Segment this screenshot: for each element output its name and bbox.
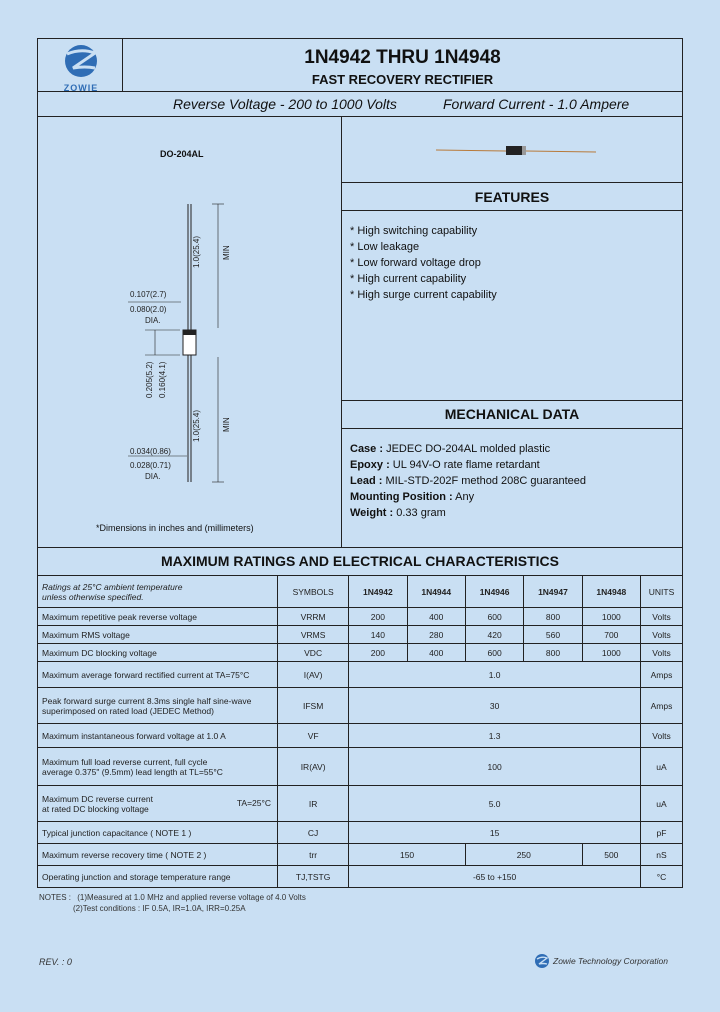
table-row [38, 662, 683, 688]
feature-text: High current capability [357, 273, 467, 285]
feature-text: Low forward voltage drop [357, 257, 481, 269]
dim-lead-length-bottom-min: MIN [222, 417, 231, 432]
feature-item: * High current capability [350, 273, 467, 285]
ratings-heading: MAXIMUM RATINGS AND ELECTRICAL CHARACTERISTICS [161, 553, 559, 569]
param-cell: Operating junction and storage temperature range [38, 866, 278, 888]
dim-body-dia-max: 0.107(2.7) [130, 290, 167, 299]
value-cell: 15 [349, 822, 641, 844]
mech-weight [350, 505, 586, 521]
value-cell: 500 [582, 844, 640, 866]
param-line: Maximum DC reverse current [42, 793, 153, 804]
col-header-part: 1N4942 [349, 576, 407, 608]
forward-current-spec: Forward Current - 1.0 Ampere [443, 96, 630, 112]
diode-illustration [436, 140, 596, 160]
param-line: at rated DC blocking voltage [42, 803, 149, 814]
value-cell: 1000 [582, 608, 640, 626]
param-cell [38, 748, 278, 786]
symbol-cell: IR [278, 786, 349, 822]
conditions-line: unless otherwise specified. [42, 591, 144, 602]
mech-lead [350, 473, 586, 489]
unit-cell: pF [641, 822, 683, 844]
value-cell: 100 [349, 748, 641, 786]
unit-cell: uA [641, 786, 683, 822]
logo-text: ZOWIE [63, 83, 99, 93]
mech-value: MIL-STD-202F method 208C guaranteed [385, 475, 587, 487]
table-row [38, 688, 683, 724]
unit-cell: nS [641, 844, 683, 866]
mech-value: Any [455, 491, 475, 503]
col-header-part: 1N4948 [582, 576, 640, 608]
note-2: (2)Test conditions : IF 0.5A, IR=1.0A, IRR=0.25A [73, 904, 246, 913]
value-cell: 150 [349, 844, 466, 866]
divider [341, 116, 342, 547]
value-cell: 1000 [582, 644, 640, 662]
value-cell: 140 [349, 626, 407, 644]
footer-logo-icon [534, 953, 550, 974]
param-cell: Maximum average forward rectified current at TA=75°C [38, 662, 278, 688]
value-cell: 600 [465, 608, 523, 626]
symbol-cell: IR(AV) [278, 748, 349, 786]
symbol-cell: CJ [278, 822, 349, 844]
divider [341, 400, 683, 401]
page-subtitle: FAST RECOVERY RECTIFIER [311, 72, 494, 87]
divider [37, 116, 683, 117]
reverse-voltage-spec: Reverse Voltage - 200 to 1000 Volts [173, 96, 397, 112]
unit-cell: Volts [641, 626, 683, 644]
value-cell: -65 to +150 [349, 866, 641, 888]
table-row [38, 844, 683, 866]
table-row [38, 822, 683, 844]
table-row [38, 724, 683, 748]
mech-case [350, 441, 586, 457]
value-cell: 420 [465, 626, 523, 644]
dim-lead-length-top: 1.0(25.4) [192, 235, 201, 268]
unit-cell: uA [641, 748, 683, 786]
divider [37, 91, 683, 92]
feature-text: High surge current capability [357, 289, 497, 301]
mech-value: JEDEC DO-204AL molded plastic [386, 443, 551, 455]
value-cell: 560 [524, 626, 582, 644]
mech-value: 0.33 gram [396, 507, 446, 519]
notes [39, 893, 306, 902]
param-line: superimposed on rated load (JEDEC Method) [42, 705, 214, 716]
symbol-cell: TJ,TSTG [278, 866, 349, 888]
dim-body-dia-label: DIA. [145, 316, 161, 325]
param-line: Maximum full load reverse current, full cycle [42, 756, 208, 767]
divider [341, 182, 683, 183]
mech-label: Case : [350, 443, 384, 455]
param-cell: Maximum repetitive peak reverse voltage [38, 608, 278, 626]
unit-cell: Volts [641, 724, 683, 748]
symbol-cell: I(AV) [278, 662, 349, 688]
feature-item: * Low leakage [350, 241, 420, 253]
value-cell: 400 [407, 608, 465, 626]
param-cell [38, 688, 278, 724]
dim-lead-length-top-min: MIN [222, 245, 231, 260]
note-1: (1)Measured at 1.0 MHz and applied reverse voltage of 4.0 Volts [77, 893, 306, 902]
symbol-cell: IFSM [278, 688, 349, 724]
mechanical-data [350, 441, 586, 521]
unit-cell: Volts [641, 644, 683, 662]
mech-label: Epoxy : [350, 459, 390, 471]
table-header-row [38, 576, 683, 608]
value-cell: 200 [349, 644, 407, 662]
value-cell: 250 [465, 844, 582, 866]
value-cell: 5.0 [349, 786, 641, 822]
dim-lead-dia-max: 0.034(0.86) [130, 447, 171, 456]
dim-body-dia-min: 0.080(2.0) [130, 305, 167, 314]
mechanical-heading: MECHANICAL DATA [444, 406, 580, 422]
unit-cell: °C [641, 866, 683, 888]
dimensions-note: *Dimensions in inches and (millimeters) [96, 523, 254, 533]
value-cell: 1.3 [349, 724, 641, 748]
zowie-logo-icon [55, 44, 107, 78]
company-name: Zowie Technology Corporation [553, 956, 668, 966]
table-row [38, 626, 683, 644]
table-row [38, 866, 683, 888]
value-cell: 1.0 [349, 662, 641, 688]
symbol-cell: trr [278, 844, 349, 866]
col-header-symbols: SYMBOLS [278, 576, 349, 608]
company-logo [55, 44, 107, 93]
divider [37, 547, 683, 548]
mech-mounting [350, 489, 586, 505]
symbol-cell: VF [278, 724, 349, 748]
value-cell: 30 [349, 688, 641, 724]
table-row [38, 608, 683, 626]
mech-epoxy [350, 457, 586, 473]
value-cell: 800 [524, 608, 582, 626]
symbol-cell: VRMS [278, 626, 349, 644]
dim-body-length-max: 0.205(5.2) [145, 361, 154, 398]
table-row [38, 748, 683, 786]
notes-label: NOTES : [39, 893, 72, 902]
conditions-line: Ratings at 25°C ambient temperature [42, 581, 183, 592]
value-cell: 280 [407, 626, 465, 644]
value-cell: 800 [524, 644, 582, 662]
unit-cell: Amps [641, 662, 683, 688]
feature-item: * High switching capability [350, 225, 478, 237]
col-header-part: 1N4946 [465, 576, 523, 608]
table-row [38, 644, 683, 662]
dim-lead-dia-min: 0.028(0.71) [130, 461, 171, 470]
mech-label: Lead : [350, 475, 383, 487]
symbol-cell: VRRM [278, 608, 349, 626]
package-name: DO-204AL [160, 149, 204, 159]
unit-cell: Amps [641, 688, 683, 724]
dim-lead-dia-label: DIA. [145, 472, 161, 481]
table-row [38, 786, 683, 822]
param-cell: Typical junction capacitance ( NOTE 1 ) [38, 822, 278, 844]
col-header-part: 1N4944 [407, 576, 465, 608]
value-cell: 600 [465, 644, 523, 662]
param-condition: TA=25°C [236, 798, 272, 808]
features-heading: FEATURES [474, 189, 550, 205]
mech-label: Mounting Position : [350, 491, 453, 503]
param-cell [38, 786, 278, 822]
param-cell: Maximum instantaneous forward voltage at 1.0 A [38, 724, 278, 748]
mech-value: UL 94V-O rate flame retardant [392, 459, 540, 471]
param-line: average 0.375" (9.5mm) lead length at TL=55°C [42, 766, 223, 777]
feature-item: * Low forward voltage drop [350, 257, 481, 269]
param-line: Peak forward surge current 8.3ms single half sine-wave [42, 695, 252, 706]
divider [341, 428, 683, 429]
ratings-table [37, 575, 683, 888]
package-outline-drawing [40, 190, 330, 490]
dim-lead-length-bottom: 1.0(25.4) [192, 409, 201, 442]
page-title: 1N4942 THRU 1N4948 [304, 47, 501, 68]
param-cell: Maximum DC blocking voltage [38, 644, 278, 662]
param-cell: Maximum reverse recovery time ( NOTE 2 ) [38, 844, 278, 866]
mech-label: Weight : [350, 507, 394, 519]
dimensions-note-text: Dimensions in inches and (millimeters) [99, 523, 254, 533]
value-cell: 200 [349, 608, 407, 626]
symbol-cell: VDC [278, 644, 349, 662]
unit-cell: Volts [641, 608, 683, 626]
col-header-units: UNITS [641, 576, 683, 608]
col-header-part: 1N4947 [524, 576, 582, 608]
dim-body-length-min: 0.160(4.1) [158, 361, 167, 398]
feature-text: High switching capability [357, 225, 478, 237]
divider [341, 210, 683, 211]
param-cell: Maximum RMS voltage [38, 626, 278, 644]
conditions-cell [38, 576, 278, 608]
feature-item: * High surge current capability [350, 289, 497, 301]
feature-text: Low leakage [357, 241, 420, 253]
revision-label: REV. : 0 [39, 957, 72, 967]
features-list [350, 223, 497, 303]
value-cell: 700 [582, 626, 640, 644]
value-cell: 400 [407, 644, 465, 662]
